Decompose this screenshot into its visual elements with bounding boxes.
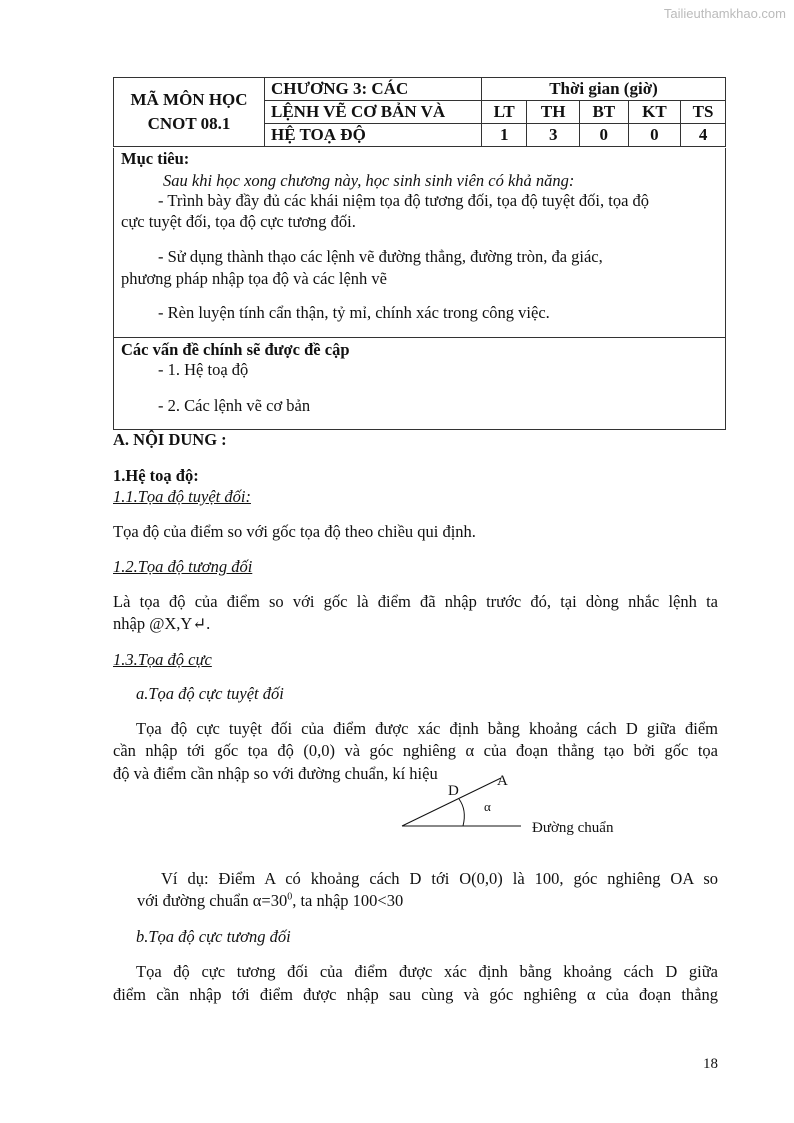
course-code-cell: MÃ MÔN HỌC CNOT 08.1: [114, 78, 265, 147]
watermark: Tailieuthamkhao.com: [663, 6, 786, 21]
paragraph-cont: nhập @X,Y↵.: [113, 614, 211, 633]
chapter-title-line: LỆNH VẼ CƠ BẢN VÀ: [265, 101, 482, 124]
paragraph-cont: độ và điểm cần nhập so với đường chuẩn, kí hiệu: [113, 764, 438, 783]
objective-item: - Trình bày đầy đủ các khái niệm tọa độ tương đối, tọa độ tuyệt đối, tọa độ: [158, 191, 650, 210]
heading-1-3: 1.3.Tọa độ cực: [113, 650, 212, 669]
objectives-intro: Sau khi học xong chương này, học sinh sinh viên có khả năng:: [163, 171, 575, 190]
paragraph: điểm cần nhập tới điểm được nhập sau cùng và góc nghiêng α của đoạn thẳng: [113, 985, 718, 1004]
chapter-header-table: [113, 77, 726, 147]
objective-item-cont: cực tuyệt đối, tọa độ cực tương đối.: [121, 212, 356, 231]
val-kt: 0: [628, 124, 681, 147]
objectives-title: Mục tiêu:: [121, 149, 190, 168]
val-ts: 4: [681, 124, 726, 147]
paragraph: cần nhập tới gốc tọa độ (0,0) và góc nghiêng α của đoạn thẳng tạo bởi gốc tọa: [113, 741, 718, 760]
time-label: Thời gian (giờ): [482, 78, 726, 101]
heading-b: b.Tọa độ cực tương đối: [136, 927, 291, 946]
heading-1-1: 1.1.Tọa độ tuyệt đối:: [113, 487, 251, 506]
val-lt: 1: [482, 124, 527, 147]
paragraph: Tọa độ cực tuyệt đối của điểm được xác định bằng khoảng cách D giữa điểm: [136, 719, 718, 738]
example: Ví dụ: Điểm A có khoảng cách D tới O(0,0) là 100, góc nghiêng OA so: [161, 869, 718, 888]
example-cont: với đường chuẩn $\alpha=30^0$, ta nhập 100<30: [137, 891, 404, 910]
chapter-title-line: HỆ TOẠ ĐỘ: [265, 124, 482, 147]
label-baseline: Đường chuẩn: [532, 820, 614, 836]
label-a: A: [497, 773, 508, 789]
issues-title: Các vấn đề chính sẽ được đề cập: [121, 340, 350, 359]
paragraph: Là tọa độ của điểm so với gốc là điểm đã nhập trước đó, tại dòng nhắc lệnh ta: [113, 592, 718, 611]
angle-arc: [459, 799, 464, 826]
objective-item-cont: phương pháp nhập tọa độ và các lệnh vẽ: [121, 269, 387, 288]
heading-1-2: 1.2.Tọa độ tương đối: [113, 557, 253, 576]
section-heading: A. NỘI DUNG :: [113, 430, 227, 449]
paragraph: Tọa độ của điểm so với gốc tọa độ theo chiều qui định.: [113, 522, 476, 541]
val-bt: 0: [579, 124, 628, 147]
label-d: D: [448, 783, 459, 799]
objective-item: - Rèn luyện tính cẩn thận, tỷ mỉ, chính xác trong công việc.: [158, 303, 550, 322]
col-th: TH: [527, 101, 580, 124]
label-alpha: α: [484, 799, 491, 814]
val-th: 3: [527, 124, 580, 147]
col-bt: BT: [579, 101, 628, 124]
objective-item: - Sử dụng thành thạo các lệnh vẽ đường thẳng, đường tròn, đa giác,: [158, 247, 603, 266]
issue-item: - 2. Các lệnh vẽ cơ bản: [158, 396, 311, 415]
heading-1: 1.Hệ toạ độ:: [113, 466, 199, 485]
chapter-title-line: CHƯƠNG 3: CÁC: [265, 78, 482, 101]
heading-a: a.Tọa độ cực tuyệt đối: [136, 684, 284, 703]
issue-item: - 1. Hệ toạ độ: [158, 360, 249, 379]
col-ts: TS: [681, 101, 726, 124]
col-kt: KT: [628, 101, 681, 124]
polar-angle-diagram: [395, 770, 535, 840]
page-number: 18: [703, 1056, 718, 1072]
col-lt: LT: [482, 101, 527, 124]
paragraph: Tọa độ cực tương đối của điểm được xác định bằng khoảng cách D giữa: [136, 962, 718, 981]
